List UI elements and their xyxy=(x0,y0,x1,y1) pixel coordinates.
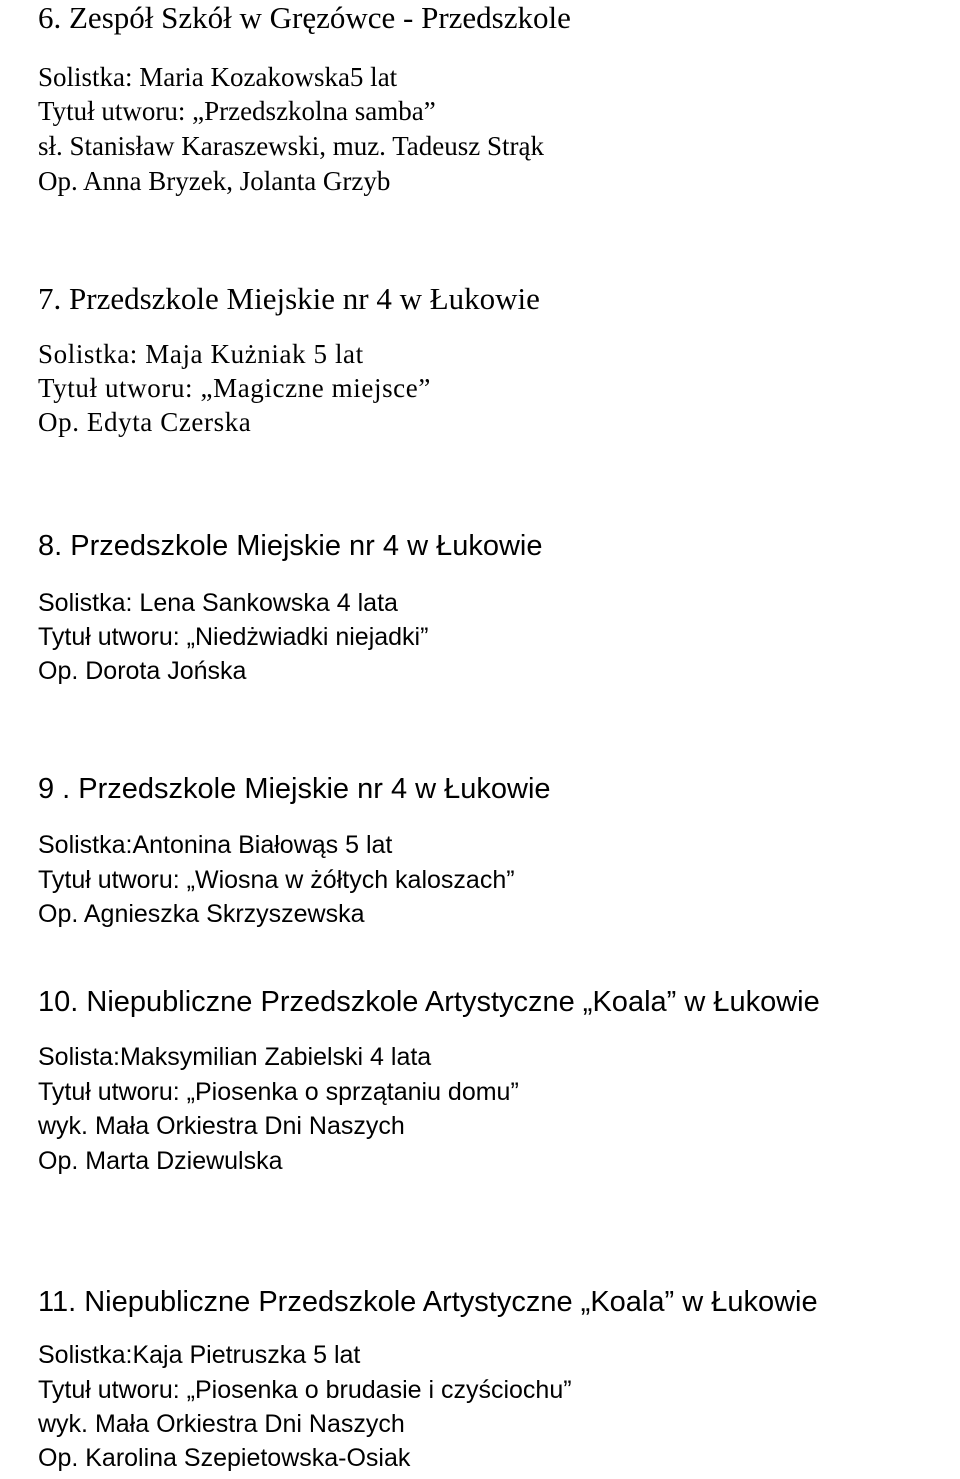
song-title-line: Tytuł utworu: „Przedszkolna samba” xyxy=(38,96,436,126)
entry-heading: 7. Przedszkole Miejskie nr 4 w Łukowie xyxy=(38,281,540,316)
tutors-line: Op. Agnieszka Skrzyszewska xyxy=(38,900,365,928)
song-title-line: Tytuł utworu: „Piosenka o sprzątaniu domu” xyxy=(38,1078,519,1106)
song-title-line: Tytuł utworu: „Niedżwiadki niejadki” xyxy=(38,623,429,651)
soloist-line: Solistka:Antonina Białowąs 5 lat xyxy=(38,831,393,859)
entry-heading: 9 . Przedszkole Miejskie nr 4 w Łukowie xyxy=(38,773,551,805)
accompaniment-line: wyk. Mała Orkiestra Dni Naszych xyxy=(38,1410,405,1438)
song-title-line: Tytuł utworu: „Wiosna w żółtych kaloszach” xyxy=(38,866,515,894)
soloist-line: Solistka: Lena Sankowska 4 lata xyxy=(38,589,398,617)
tutors-line: Op. Anna Bryzek, Jolanta Grzyb xyxy=(38,166,391,196)
soloist-line: Solistka:Kaja Pietruszka 5 lat xyxy=(38,1341,361,1369)
song-title-line: Tytuł utworu: „Magiczne miejsce” xyxy=(38,373,431,403)
entry-heading: 10. Niepubliczne Przedszkole Artystyczne „Koala” w Łukowie xyxy=(38,986,820,1018)
soloist-line: Solistka: Maja Kużniak 5 lat xyxy=(38,339,364,369)
entry-heading: 8. Przedszkole Miejskie nr 4 w Łukowie xyxy=(38,530,543,562)
accompaniment-line: wyk. Mała Orkiestra Dni Naszych xyxy=(38,1112,405,1140)
tutors-line: Op. Marta Dziewulska xyxy=(38,1147,283,1175)
soloist-line: Solista:Maksymilian Zabielski 4 lata xyxy=(38,1043,432,1071)
tutors-line: Op. Karolina Szepietowska-Osiak xyxy=(38,1444,411,1472)
entry-heading: 11. Niepubliczne Przedszkole Artystyczne „Koala” w Łukowie xyxy=(38,1286,818,1318)
entry-heading: 6. Zespół Szkół w Gręzówce - Przedszkole xyxy=(38,0,571,35)
tutors-line: Op. Edyta Czerska xyxy=(38,407,252,437)
credits-line: sł. Stanisław Karaszewski, muz. Tadeusz Strąk xyxy=(38,131,544,161)
soloist-line: Solistka: Maria Kozakowska5 lat xyxy=(38,62,398,92)
tutors-line: Op. Dorota Jońska xyxy=(38,657,247,685)
song-title-line: Tytuł utworu: „Piosenka o brudasie i czyściochu” xyxy=(38,1376,572,1404)
